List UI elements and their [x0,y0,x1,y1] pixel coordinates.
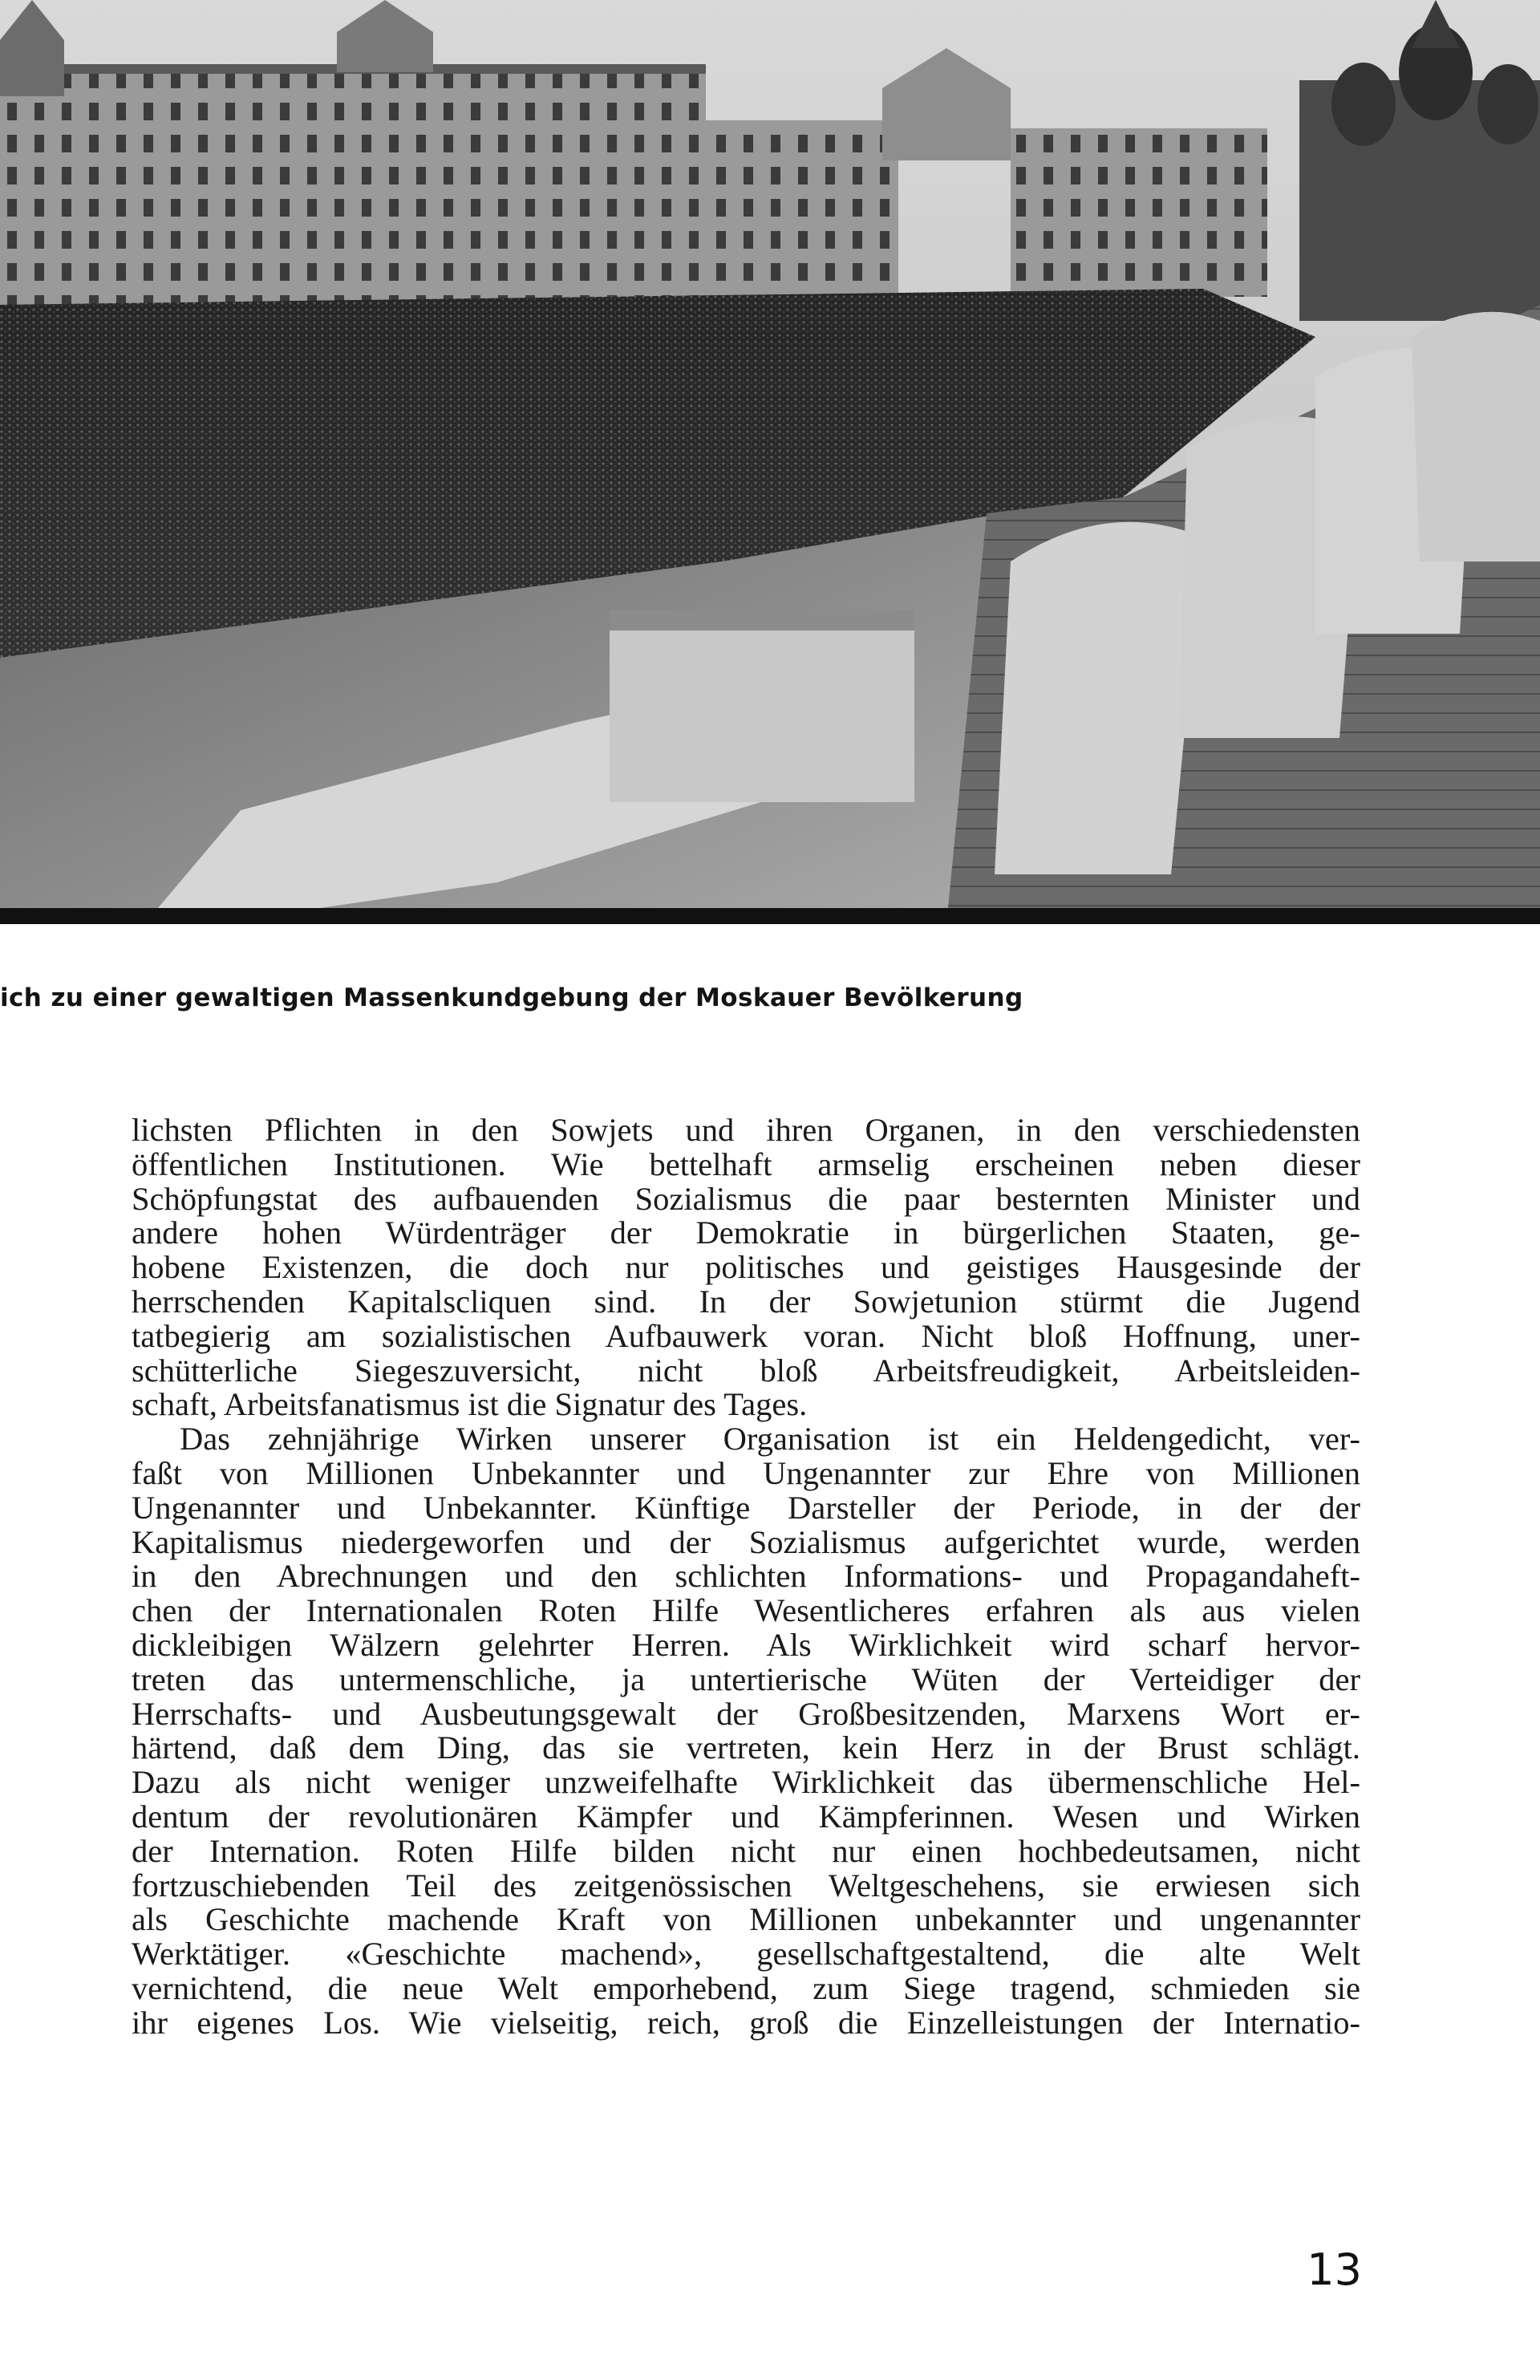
page-number: 13 [1307,2244,1362,2295]
text-line: vernichtend, die neue Welt emporhebend, zum Siege tragend, schmieden sie [132,1969,1360,2006]
text-line: lichsten Pflichten in den Sowjets und ihren Organen, in den verschiedensten [132,1112,1360,1148]
text-line: fortzuschiebenden Teil des zeitgenössischen Weltgeschehens, sie erwiesen sich [132,1867,1360,1904]
text-line: Das zehnjährige Wirken unserer Organisation ist ein Heldengedicht, ver- [180,1421,1360,1458]
text-line: Herrschafts- und Ausbeutungsgewalt der Großbesitzenden, Marxens Wort er- [132,1695,1360,1732]
photo-illustration [0,0,1540,924]
text-line: schütterliche Siegeszuversicht, nicht bloß Arbeitsfreudigkeit, Arbeitsleiden- [132,1352,1360,1389]
text-line: in den Abrechnungen und den schlichten Informations- und Propagandaheft- [132,1558,1360,1595]
text-line: als Geschichte machende Kraft von Millionen unbekannter und ungenannter [132,1901,1360,1938]
text-line: Werktätiger. «Geschichte machend», gesellschaftgestaltend, die alte Welt [132,1936,1360,1973]
text-line: dickleibigen Wälzern gelehrter Herren. Als Wirklichkeit wird scharf hervor- [132,1626,1360,1663]
text-line: härtend, daß dem Ding, das sie vertreten, kein Herz in der Brust schlägt. [132,1729,1360,1766]
text-line: dentum der revolutionären Kämpfer und Kämpferinnen. Wesen und Wirken [132,1798,1360,1835]
text-line: Ungenannter und Unbekannter. Künftige Darsteller der Periode, in der der [132,1489,1360,1526]
photo-caption: ich zu einer gewaltigen Massenkundgebung der Moskauer Bevölkerung [0,983,1023,1012]
text-line: chen der Internationalen Roten Hilfe Wesentlicheres erfahren als aus vielen [132,1592,1360,1629]
text-line: faßt von Millionen Unbekannter und Ungenannter zur Ehre von Millionen [132,1454,1360,1491]
text-line: schaft, Arbeitsfanatismus ist die Signatur des Tages. [132,1386,808,1423]
body-text [132,1113,1360,2041]
red-square-photo [0,0,1540,924]
text-line: öffentlichen Institutionen. Wie bettelhaft armselig erscheinen neben dieser [132,1145,1360,1182]
text-line: herrschenden Kapitalscliquen sind. In der Sowjetunion stürmt die Jugend [132,1283,1360,1320]
lenin-mausoleum [610,610,914,802]
text-line: der Internation. Roten Hilfe bilden nicht nur einen hochbedeutsamen, nicht [132,1832,1360,1869]
text-line: andere hohen Würdenträger der Demokratie in bürgerlichen Staaten, ge- [132,1214,1360,1251]
text-line: Kapitalismus niedergeworfen und der Sozialismus aufgerichtet wurde, werden [132,1523,1360,1560]
text-line: hobene Existenzen, die doch nur politisches und geistiges Hausgesinde der [132,1249,1360,1286]
text-line: ihr eigenes Los. Wie vielseitig, reich, groß die Einzelleistungen der Internatio- [132,2004,1360,2041]
text-line: Dazu als nicht weniger unzweifelhafte Wirklichkeit das übermenschliche Hel- [132,1764,1360,1801]
text-line: Schöpfungstat des aufbauenden Sozialismus die paar besternten Minister und [132,1180,1360,1217]
text-line: treten das untermenschliche, ja untertierische Wüten der Verteidiger der [132,1660,1360,1697]
text-line: tatbegierig am sozialistischen Aufbauwerk voran. Nicht bloß Hoffnung, uner- [132,1317,1360,1354]
